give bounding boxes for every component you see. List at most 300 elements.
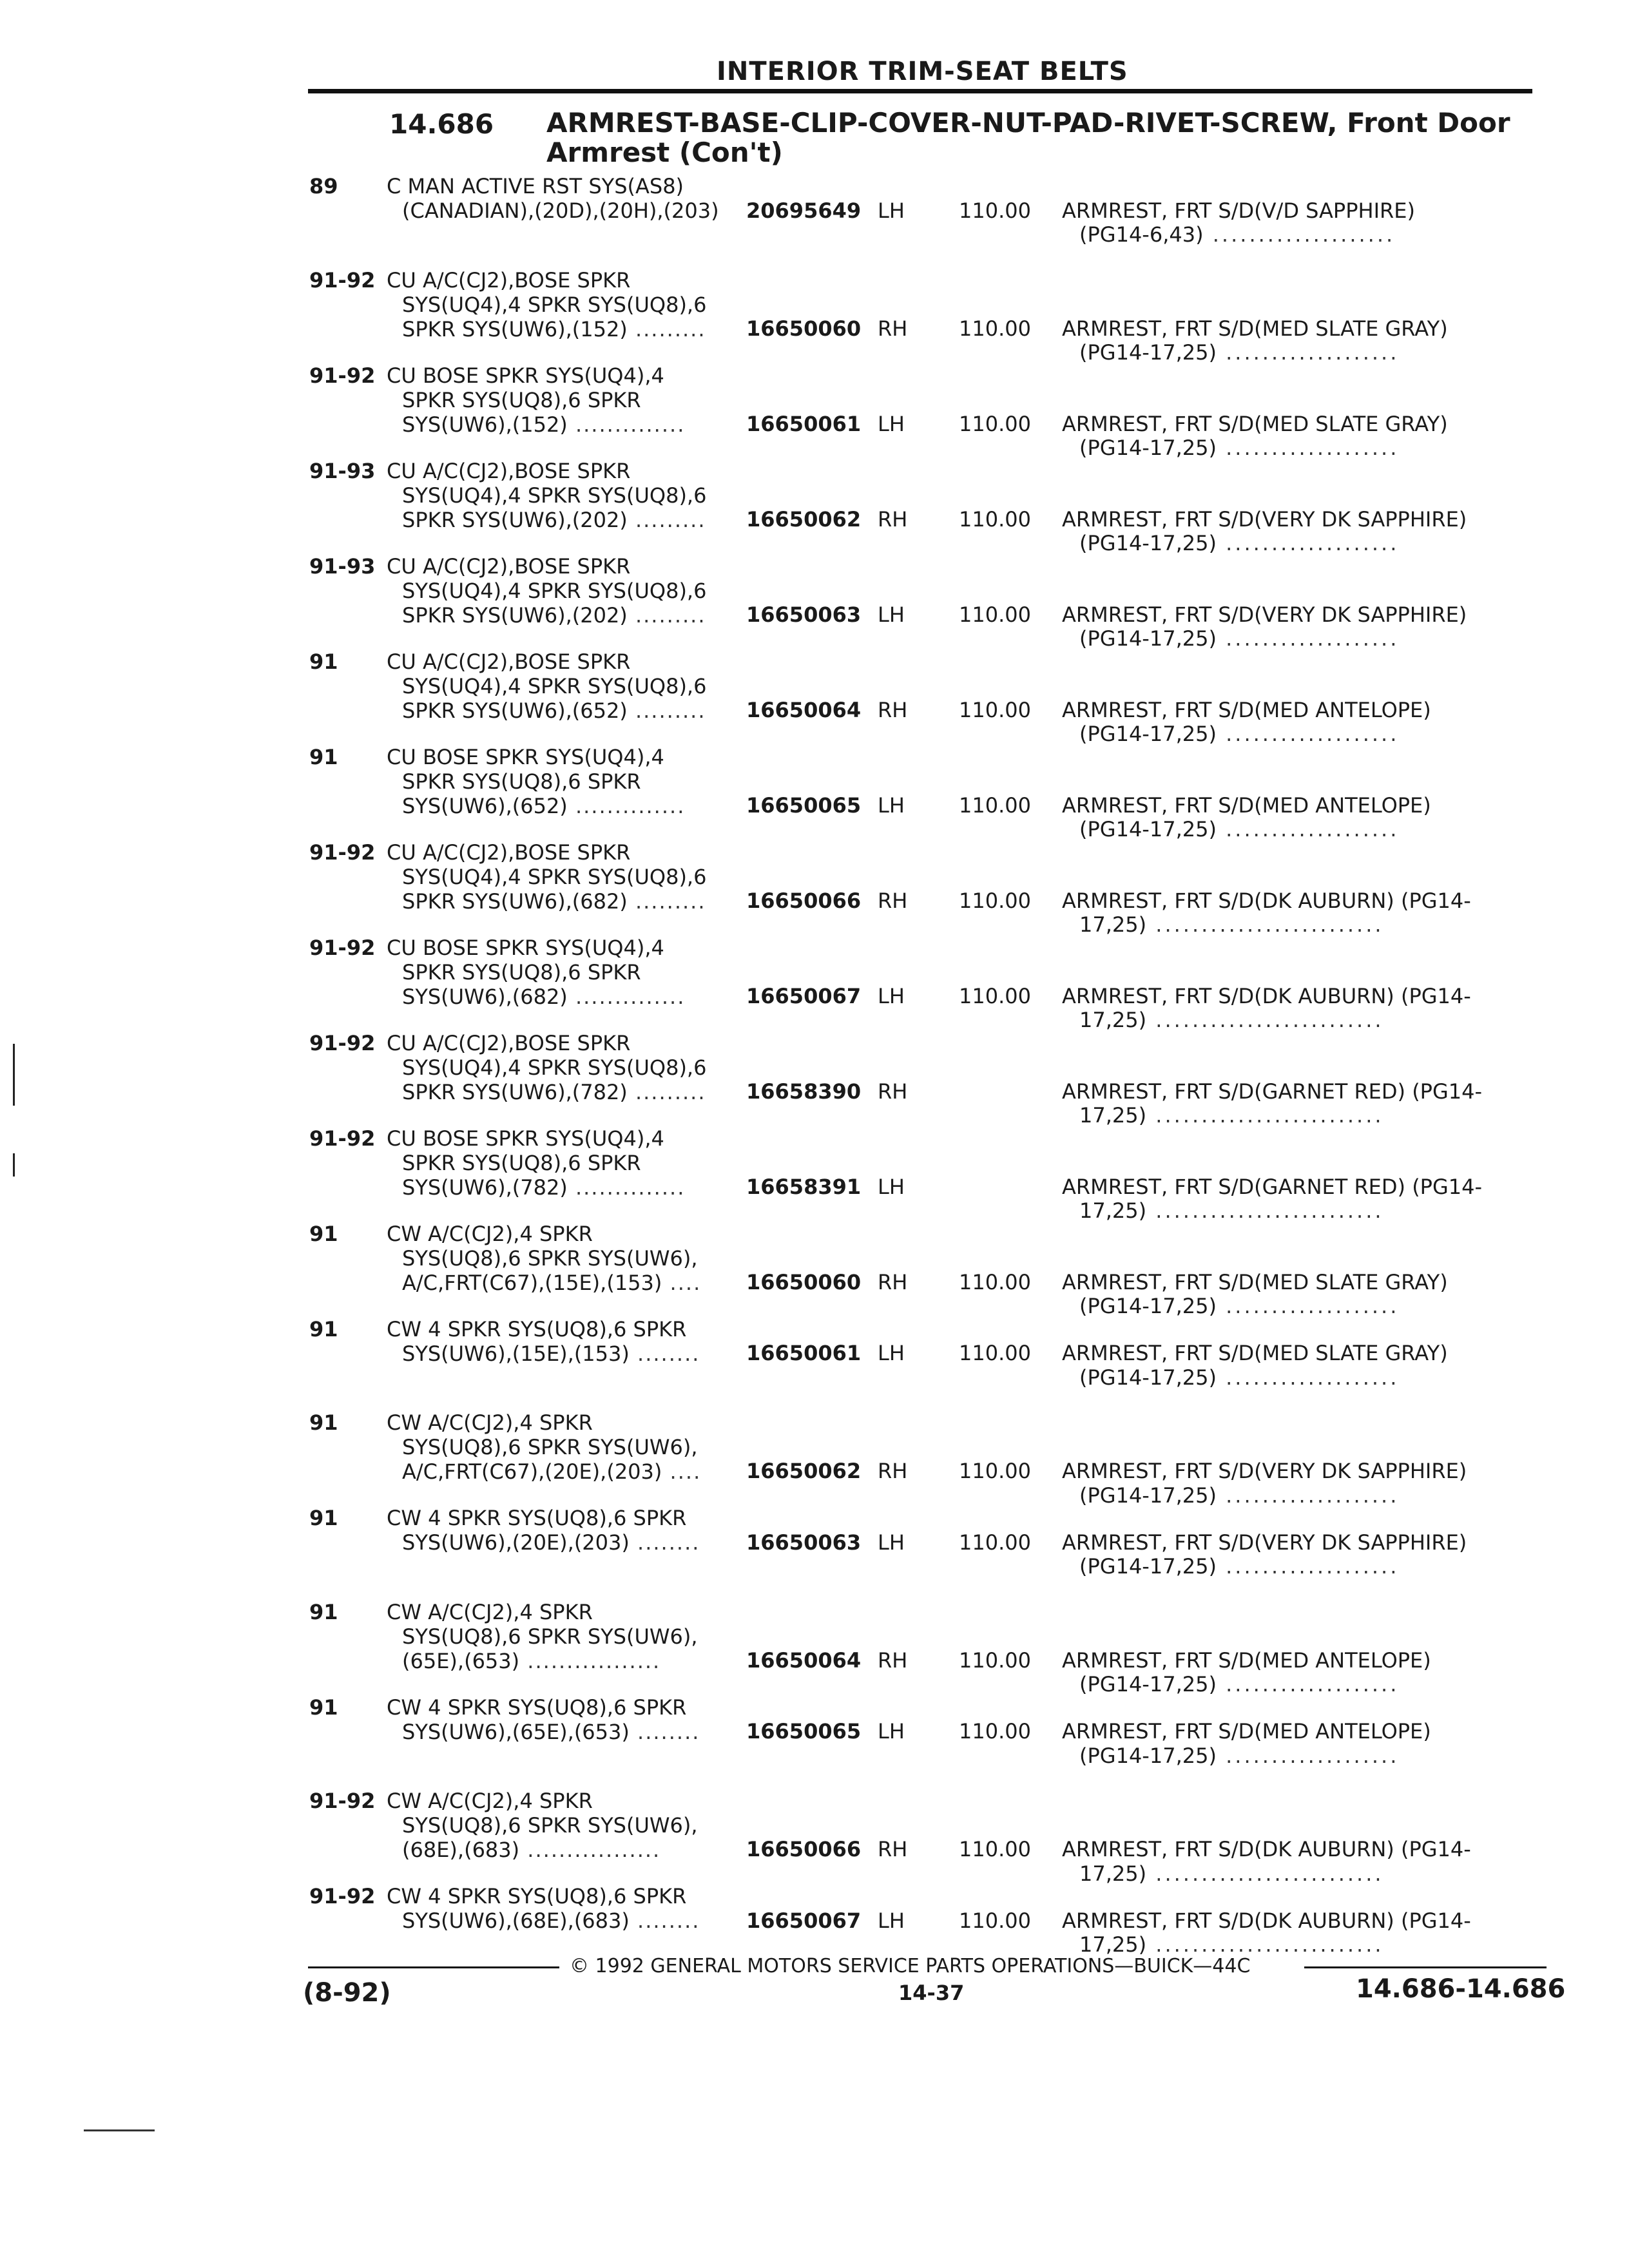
entry-years: 91 — [309, 1599, 338, 1624]
entry-description — [387, 1695, 700, 1744]
entry-item-reference — [1079, 626, 1399, 651]
margin-mark — [13, 1044, 15, 1106]
entry-description — [387, 1031, 706, 1104]
header-rule — [308, 89, 1532, 93]
entry-price: 110.00 — [959, 1459, 1031, 1483]
leader-dots: ................... — [1216, 1294, 1400, 1318]
entry-item-reference — [1079, 1294, 1399, 1318]
entry-item-reference — [1079, 531, 1399, 555]
leader-dots: ......... — [627, 602, 706, 628]
entry-item-name: ARMREST, FRT S/D(MED SLATE GRAY) — [1062, 1341, 1448, 1365]
description-text: CW A/C(CJ2),4 SPKR — [387, 1599, 593, 1624]
entry-part-number: 16650066 — [746, 888, 862, 913]
leader-dots: ................... — [1216, 340, 1400, 365]
entry-description-line — [387, 1435, 701, 1459]
entry-part-number: 16650061 — [746, 1341, 862, 1365]
entry-part-number: 16658391 — [746, 1174, 862, 1199]
description-text: SPKR SYS(UQ8),6 SPKR — [402, 1150, 641, 1175]
entry-item-name: ARMREST, FRT S/D(VERY DK SAPPHIRE) — [1062, 602, 1467, 627]
description-text: SYS(UW6),(782) — [402, 1175, 568, 1200]
entry-description — [387, 1222, 701, 1295]
item-reference-text: (PG14-17,25) — [1079, 722, 1217, 746]
parts-entry — [0, 1599, 1629, 1696]
entry-side: LH — [878, 1174, 905, 1199]
entry-description — [387, 554, 706, 628]
entry-side: LH — [878, 1530, 905, 1555]
description-text: SYS(UQ4),4 SPKR SYS(UQ8),6 — [402, 673, 707, 698]
entry-description-line — [387, 936, 685, 960]
entry-item-reference — [1079, 722, 1399, 746]
description-text: SYS(UW6),(65E),(653) — [402, 1719, 630, 1744]
entry-years: 91-92 — [309, 267, 376, 293]
entry-part-number: 16650063 — [746, 1530, 862, 1555]
entry-description-line — [387, 649, 706, 674]
entry-item-reference — [1079, 1103, 1384, 1128]
entry-part-number: 16650064 — [746, 1648, 862, 1673]
entry-part-number: 20695649 — [746, 198, 862, 223]
entry-description — [387, 1506, 700, 1555]
section-title-line2: Armrest (Con't) — [546, 137, 783, 168]
entry-part-number: 16650065 — [746, 793, 862, 818]
entry-years: 91-93 — [309, 553, 376, 579]
entry-description — [387, 1410, 701, 1484]
entry-item-reference — [1079, 1861, 1384, 1886]
entry-item-reference — [1079, 1008, 1384, 1032]
entry-part-number: 16650067 — [746, 983, 862, 1008]
entry-description-line — [387, 1813, 698, 1838]
entry-description — [387, 649, 706, 723]
entry-item-name: ARMREST, FRT S/D(MED SLATE GRAY) — [1062, 411, 1448, 436]
description-text: CW 4 SPKR SYS(UQ8),6 SPKR — [387, 1316, 687, 1341]
leader-dots: ......... — [627, 507, 706, 532]
description-text: CU A/C(CJ2),BOSE SPKR — [387, 267, 631, 293]
item-reference-text: (PG14-17,25) — [1079, 340, 1217, 365]
entry-description-line — [387, 603, 706, 628]
description-text: CU BOSE SPKR SYS(UQ4),4 — [387, 935, 664, 960]
entry-description-line — [387, 363, 685, 388]
entry-price: 110.00 — [959, 1648, 1031, 1673]
description-text: SYS(UQ8),6 SPKR SYS(UW6), — [402, 1245, 698, 1271]
description-text: SYS(UQ4),4 SPKR SYS(UQ8),6 — [402, 578, 707, 603]
item-reference-text: 17,25) — [1079, 1861, 1147, 1886]
entry-item-reference — [1079, 912, 1384, 937]
entry-price: 110.00 — [959, 198, 1031, 223]
leader-dots: ......... — [627, 316, 706, 341]
entry-item-name: ARMREST, FRT S/D(GARNET RED) (PG14- — [1062, 1174, 1483, 1199]
entry-years: 91-92 — [309, 1789, 376, 1813]
parts-entry — [0, 1410, 1629, 1508]
parts-entry — [0, 1695, 1629, 1785]
entry-description-line — [387, 1838, 698, 1862]
entry-description-line — [387, 508, 706, 532]
leader-dots: .............. — [567, 412, 686, 437]
footer-copyright: © 1992 GENERAL MOTORS SERVICE PARTS OPERATIONS—BUICK—44C — [570, 1955, 1251, 1977]
entry-years: 91 — [309, 1410, 338, 1435]
description-text: SPKR SYS(UW6),(152) — [402, 316, 628, 341]
description-text: SYS(UW6),(652) — [402, 793, 568, 818]
leader-dots: ........ — [629, 1341, 700, 1366]
item-reference-text: 17,25) — [1079, 912, 1147, 937]
entry-part-number: 16650061 — [746, 411, 862, 436]
description-text: SPKR SYS(UW6),(202) — [402, 602, 628, 628]
entry-description-line — [387, 293, 706, 317]
leader-dots: ................... — [1216, 626, 1400, 651]
leader-dots: ................... — [1216, 1483, 1400, 1508]
entry-side: LH — [878, 198, 905, 223]
description-text: SPKR SYS(UQ8),6 SPKR — [402, 769, 641, 794]
entry-side: RH — [878, 1648, 908, 1673]
entry-description-line — [387, 1317, 700, 1341]
section-title — [546, 108, 1510, 168]
entry-side: RH — [878, 1079, 908, 1104]
entry-description — [387, 1600, 698, 1673]
entry-description-line — [387, 268, 706, 293]
entry-item-reference — [1079, 1932, 1384, 1957]
page-header-title: INTERIOR TRIM-SEAT BELTS — [717, 57, 1128, 86]
entry-item-reference — [1079, 1198, 1384, 1223]
entry-description — [387, 268, 706, 341]
description-text: SPKR SYS(UW6),(682) — [402, 889, 628, 914]
entry-years: 91 — [309, 1506, 338, 1530]
entry-description-line — [387, 483, 706, 508]
entry-description-line — [387, 1908, 700, 1933]
footer-section-range: 14.686-14.686 — [1356, 1974, 1566, 2004]
entry-item-reference — [1079, 436, 1399, 460]
description-text: SYS(UQ4),4 SPKR SYS(UQ8),6 — [402, 483, 707, 508]
entry-side: RH — [878, 697, 908, 722]
entry-item-reference — [1079, 1365, 1399, 1390]
item-reference-text: (PG14-17,25) — [1079, 1294, 1217, 1318]
description-text: CU A/C(CJ2),BOSE SPKR — [387, 553, 631, 579]
entry-description-line — [387, 889, 706, 914]
entry-description-line — [387, 1031, 706, 1055]
entry-item-name: ARMREST, FRT S/D(DK AUBURN) (PG14- — [1062, 1837, 1471, 1861]
parts-entry — [0, 363, 1629, 460]
description-text: CU A/C(CJ2),BOSE SPKR — [387, 458, 631, 483]
entry-years: 91-92 — [309, 840, 376, 865]
description-text: SYS(UW6),(20E),(203) — [402, 1530, 630, 1555]
description-text: SYS(UQ4),4 SPKR SYS(UQ8),6 — [402, 1055, 707, 1080]
entry-description — [387, 1126, 685, 1200]
entry-description-line — [387, 1459, 701, 1484]
entry-item-reference — [1079, 1672, 1399, 1696]
entry-item-reference — [1079, 817, 1399, 841]
description-text: A/C,FRT(C67),(20E),(203) — [402, 1459, 662, 1484]
item-reference-text: 17,25) — [1079, 1198, 1147, 1223]
entry-description-line — [387, 459, 706, 483]
entry-description-line — [387, 1222, 701, 1246]
item-reference-text: (PG14-6,43) — [1079, 222, 1204, 247]
parts-entry — [0, 1789, 1629, 1886]
entry-description-line — [387, 698, 706, 723]
parts-entry — [0, 174, 1629, 264]
leader-dots: ......................... — [1146, 1198, 1384, 1223]
leader-dots: ......................... — [1146, 1861, 1384, 1886]
entry-side: RH — [878, 1459, 908, 1483]
entry-item-reference — [1079, 222, 1395, 247]
description-text: CW A/C(CJ2),4 SPKR — [387, 1410, 593, 1435]
leader-dots: ................... — [1216, 1554, 1400, 1579]
leader-dots: ........ — [629, 1908, 700, 1933]
footer-rule-right — [1304, 1966, 1547, 1968]
parts-entry — [0, 1506, 1629, 1596]
entry-price: 110.00 — [959, 1530, 1031, 1555]
description-text: SYS(UW6),(682) — [402, 984, 568, 1009]
entry-description-line — [387, 960, 685, 985]
entry-years: 91 — [309, 1316, 338, 1341]
entry-item-name: ARMREST, FRT S/D(MED SLATE GRAY) — [1062, 1269, 1448, 1294]
parts-entry — [0, 1317, 1629, 1407]
description-text: (68E),(683) — [402, 1838, 520, 1862]
entry-item-name: ARMREST, FRT S/D(GARNET RED) (PG14- — [1062, 1079, 1483, 1104]
leader-dots: ........ — [629, 1530, 700, 1555]
description-text: CW 4 SPKR SYS(UQ8),6 SPKR — [387, 1884, 687, 1908]
entry-description-line — [387, 554, 706, 579]
entry-part-number: 16650066 — [746, 1837, 862, 1861]
entry-description-line — [387, 198, 719, 223]
entry-years: 91-92 — [309, 1126, 376, 1151]
entry-description — [387, 1884, 700, 1933]
entry-side: LH — [878, 793, 905, 818]
margin-mark — [13, 1153, 15, 1177]
leader-dots: .............. — [567, 984, 686, 1009]
description-text: A/C,FRT(C67),(15E),(153) — [402, 1270, 662, 1295]
entry-item-name: ARMREST, FRT S/D(DK AUBURN) (PG14- — [1062, 888, 1471, 913]
description-text: SYS(UQ8),6 SPKR SYS(UW6), — [402, 1435, 698, 1459]
description-text: CW A/C(CJ2),4 SPKR — [387, 1789, 593, 1813]
entry-item-name: ARMREST, FRT S/D(MED ANTELOPE) — [1062, 697, 1431, 722]
entry-description-line — [387, 317, 706, 341]
entry-description-line — [387, 1341, 700, 1366]
entry-description-line — [387, 1530, 700, 1555]
entry-side: RH — [878, 506, 908, 532]
footer-page-number: 14-37 — [898, 1981, 965, 2005]
entry-description-line — [387, 794, 685, 818]
section-title-line1: ARMREST-BASE-CLIP-COVER-NUT-PAD-RIVET-SCREW, Front Door — [546, 107, 1510, 139]
leader-dots: ......................... — [1146, 1008, 1384, 1032]
leader-dots: ......... — [627, 698, 706, 723]
entry-item-name: ARMREST, FRT S/D(MED ANTELOPE) — [1062, 793, 1431, 818]
entry-price: 110.00 — [959, 506, 1031, 532]
description-text: CU BOSE SPKR SYS(UQ4),4 — [387, 1126, 664, 1151]
entry-item-name: ARMREST, FRT S/D(MED ANTELOPE) — [1062, 1648, 1431, 1673]
item-reference-text: (PG14-17,25) — [1079, 1672, 1217, 1696]
description-text: CW 4 SPKR SYS(UQ8),6 SPKR — [387, 1695, 687, 1720]
section-number: 14.686 — [389, 108, 494, 140]
description-text: CU A/C(CJ2),BOSE SPKR — [387, 840, 631, 865]
entry-description — [387, 459, 706, 532]
parts-entry — [0, 267, 1629, 365]
entry-description-line — [387, 1600, 698, 1624]
description-text: CU BOSE SPKR SYS(UQ4),4 — [387, 363, 664, 388]
entry-description-line — [387, 1789, 698, 1813]
entry-years: 91-92 — [309, 935, 376, 960]
entry-part-number: 16650060 — [746, 316, 862, 341]
description-text: SPKR SYS(UW6),(652) — [402, 698, 628, 723]
entry-item-name: ARMREST, FRT S/D(DK AUBURN) (PG14- — [1062, 983, 1471, 1008]
leader-dots: ................... — [1216, 722, 1400, 746]
entry-price: 110.00 — [959, 316, 1031, 341]
parts-entry — [0, 553, 1629, 651]
entry-side: LH — [878, 1719, 905, 1744]
footer-rule-left — [308, 1966, 559, 1968]
entry-side: RH — [878, 1269, 908, 1294]
item-reference-text: (PG14-17,25) — [1079, 531, 1217, 555]
entry-price: 110.00 — [959, 888, 1031, 913]
entry-description-line — [387, 865, 706, 889]
entry-item-name: ARMREST, FRT S/D(VERY DK SAPPHIRE) — [1062, 1530, 1467, 1555]
entry-description-line — [387, 1271, 701, 1295]
entry-description-line — [387, 1884, 700, 1908]
entry-item-reference — [1079, 1744, 1399, 1768]
scan-speck — [84, 2129, 155, 2131]
description-text: SYS(UW6),(152) — [402, 412, 568, 437]
entry-price: 110.00 — [959, 1908, 1031, 1933]
entry-item-name: ARMREST, FRT S/D(MED ANTELOPE) — [1062, 1719, 1431, 1744]
entry-years: 91 — [309, 1695, 338, 1720]
leader-dots: .... — [662, 1459, 702, 1484]
entry-item-name: ARMREST, FRT S/D(VERY DK SAPPHIRE) — [1062, 506, 1467, 532]
leader-dots: ................... — [1216, 1743, 1400, 1768]
entry-part-number: 16650060 — [746, 1269, 862, 1294]
leader-dots: ......................... — [1146, 1932, 1384, 1957]
description-text: CU A/C(CJ2),BOSE SPKR — [387, 1030, 631, 1055]
entry-price: 110.00 — [959, 602, 1031, 627]
entry-description-line — [387, 745, 685, 769]
entry-price: 110.00 — [959, 1341, 1031, 1365]
description-text: SPKR SYS(UQ8),6 SPKR — [402, 387, 641, 412]
entry-description-line — [387, 674, 706, 698]
entry-years: 91 — [309, 1221, 338, 1246]
description-text: (CANADIAN),(20D),(20H),(203) — [402, 198, 719, 223]
leader-dots: ........ — [629, 1719, 700, 1744]
leader-dots: ................. — [519, 1648, 661, 1673]
entry-item-name: ARMREST, FRT S/D(DK AUBURN) (PG14- — [1062, 1908, 1471, 1933]
entry-price: 110.00 — [959, 983, 1031, 1008]
entry-years: 91 — [309, 649, 338, 674]
parts-entry — [0, 1030, 1629, 1128]
entry-price: 110.00 — [959, 1837, 1031, 1861]
entry-side: RH — [878, 316, 908, 341]
description-text: SYS(UW6),(68E),(683) — [402, 1908, 630, 1933]
entry-side: LH — [878, 983, 905, 1008]
entry-description-line — [387, 1126, 685, 1151]
entry-description — [387, 1789, 698, 1862]
entry-item-name: ARMREST, FRT S/D(MED SLATE GRAY) — [1062, 316, 1448, 341]
description-text: SYS(UQ8),6 SPKR SYS(UW6), — [402, 1624, 698, 1649]
entry-part-number: 16650062 — [746, 506, 862, 532]
leader-dots: .... — [662, 1270, 702, 1295]
leader-dots: ................. — [519, 1838, 661, 1862]
entry-item-reference — [1079, 1483, 1399, 1508]
entry-item-name: ARMREST, FRT S/D(VERY DK SAPPHIRE) — [1062, 1459, 1467, 1483]
entry-part-number: 16650064 — [746, 697, 862, 722]
item-reference-text: (PG14-17,25) — [1079, 1365, 1217, 1390]
description-text: SPKR SYS(UW6),(782) — [402, 1079, 628, 1104]
item-reference-text: 17,25) — [1079, 1932, 1147, 1957]
entry-side: LH — [878, 602, 905, 627]
entry-description — [387, 936, 685, 1009]
description-text: C MAN ACTIVE RST SYS(AS8) — [387, 174, 684, 198]
leader-dots: ................... — [1216, 1365, 1400, 1390]
description-text: CU A/C(CJ2),BOSE SPKR — [387, 649, 631, 674]
entry-description-line — [387, 769, 685, 794]
description-text: CW A/C(CJ2),4 SPKR — [387, 1221, 593, 1246]
entry-description-line — [387, 1695, 700, 1720]
entry-description — [387, 363, 685, 437]
entry-price: 110.00 — [959, 1719, 1031, 1744]
entry-years: 91-92 — [309, 363, 376, 388]
footer-date-code: (8-92) — [303, 1978, 391, 2008]
parts-entry — [0, 840, 1629, 937]
entry-years: 91-92 — [309, 1884, 376, 1908]
leader-dots: ................... — [1216, 531, 1400, 555]
entry-description-line — [387, 1246, 701, 1271]
entry-side: LH — [878, 1908, 905, 1933]
leader-dots: ................... — [1216, 436, 1400, 460]
description-text: SYS(UQ4),4 SPKR SYS(UQ8),6 — [402, 292, 707, 317]
parts-entry — [0, 458, 1629, 555]
entry-side: RH — [878, 1837, 908, 1861]
leader-dots: .............. — [567, 1175, 686, 1200]
leader-dots: ......................... — [1146, 912, 1384, 937]
entry-description-line — [387, 412, 685, 437]
description-text: SPKR SYS(UW6),(202) — [402, 507, 628, 532]
description-text: SYS(UW6),(15E),(153) — [402, 1341, 630, 1366]
entry-years: 91-92 — [309, 1030, 376, 1055]
leader-dots: ......... — [627, 889, 706, 914]
item-reference-text: 17,25) — [1079, 1008, 1147, 1032]
description-text: SPKR SYS(UQ8),6 SPKR — [402, 959, 641, 985]
entry-price: 110.00 — [959, 1269, 1031, 1294]
leader-dots: ......... — [627, 1079, 706, 1104]
entry-years: 91-93 — [309, 458, 376, 483]
item-reference-text: (PG14-17,25) — [1079, 1554, 1217, 1579]
entry-description-line — [387, 1410, 701, 1435]
entry-item-reference — [1079, 1554, 1399, 1579]
leader-dots: ................... — [1216, 817, 1400, 841]
entry-part-number: 16658390 — [746, 1079, 862, 1104]
leader-dots: .................... — [1203, 222, 1396, 247]
entry-side: RH — [878, 888, 908, 913]
entry-description — [387, 745, 685, 818]
entry-description-line — [387, 985, 685, 1009]
entry-description-line — [387, 1055, 706, 1080]
entry-description — [387, 840, 706, 914]
entry-part-number: 16650062 — [746, 1459, 862, 1483]
entry-years: 91 — [309, 744, 338, 769]
description-text: CW 4 SPKR SYS(UQ8),6 SPKR — [387, 1506, 687, 1530]
entry-description-line — [387, 1624, 698, 1649]
leader-dots: ................... — [1216, 1672, 1400, 1696]
item-reference-text: (PG14-17,25) — [1079, 436, 1217, 460]
item-reference-text: 17,25) — [1079, 1103, 1147, 1128]
entry-price: 110.00 — [959, 411, 1031, 436]
item-reference-text: (PG14-17,25) — [1079, 1743, 1217, 1768]
entry-description-line — [387, 1649, 698, 1673]
entry-description — [387, 1317, 700, 1366]
description-text: CU BOSE SPKR SYS(UQ4),4 — [387, 744, 664, 769]
parts-entry — [0, 744, 1629, 841]
entry-description-line — [387, 1080, 706, 1104]
entry-item-reference — [1079, 340, 1399, 365]
entry-part-number: 16650065 — [746, 1719, 862, 1744]
description-text: SYS(UQ8),6 SPKR SYS(UW6), — [402, 1813, 698, 1838]
entry-description — [387, 174, 719, 223]
entry-description-line — [387, 1175, 685, 1200]
entry-description-line — [387, 1720, 700, 1744]
item-reference-text: (PG14-17,25) — [1079, 1483, 1217, 1508]
